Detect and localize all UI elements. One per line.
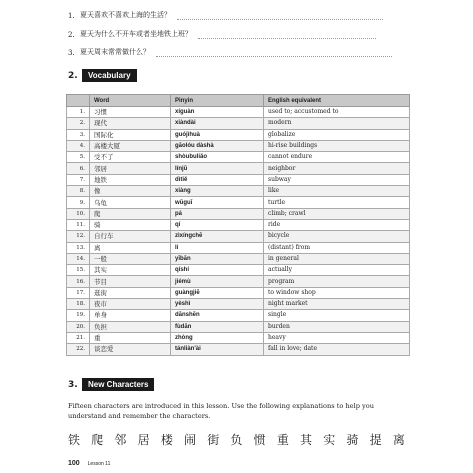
- table-row: [67, 152, 410, 163]
- row-number: 15.: [67, 265, 90, 276]
- pinyin-cell: dānshēn: [171, 310, 264, 321]
- section-number: 3.: [68, 379, 78, 390]
- answer-line: [177, 18, 383, 20]
- pinyin-cell: wūguī: [171, 197, 264, 208]
- character: 铁: [68, 433, 81, 447]
- question-number: 2.: [68, 31, 75, 39]
- pinyin-cell: guójìhuà: [171, 129, 264, 140]
- character: 骑: [346, 433, 359, 447]
- question-text: 夏天为什么不开车或者坐地铁上班？: [80, 30, 192, 38]
- character: 提: [369, 433, 382, 447]
- table-row: [67, 310, 410, 321]
- answer-line: [198, 37, 376, 39]
- pinyin-cell: lí: [171, 242, 264, 253]
- table-row: [67, 163, 410, 174]
- english-cell: to window shop: [264, 287, 410, 298]
- word-cell: 习惯: [90, 107, 171, 118]
- pinyin-cell: yībān: [171, 253, 264, 264]
- pinyin-cell: línjū: [171, 163, 264, 174]
- table-row: [67, 140, 410, 151]
- pinyin-cell: pá: [171, 208, 264, 219]
- character: 邻: [114, 433, 127, 447]
- row-number: 16.: [67, 276, 90, 287]
- table-row: [67, 253, 410, 264]
- table-row: [67, 344, 410, 355]
- english-cell: program: [264, 276, 410, 287]
- row-number: 7.: [67, 174, 90, 185]
- word-cell: 邻居: [90, 163, 171, 174]
- row-number: 20.: [67, 321, 90, 332]
- table-row: [67, 107, 410, 118]
- row-number: 6.: [67, 163, 90, 174]
- table-row: [67, 321, 410, 332]
- word-cell: 爬: [90, 208, 171, 219]
- word-cell: 高楼大厦: [90, 140, 171, 151]
- table-row: [67, 299, 410, 310]
- english-cell: fall in love; date: [264, 344, 410, 355]
- word-cell: 重: [90, 332, 171, 343]
- pinyin-cell: fùdān: [171, 321, 264, 332]
- row-number: 18.: [67, 299, 90, 310]
- table-row: [67, 174, 410, 185]
- table-row: [67, 242, 410, 253]
- row-number: 9.: [67, 197, 90, 208]
- row-number: 17.: [67, 287, 90, 298]
- page-number: 100: [68, 460, 80, 467]
- lesson-label: Lesson 11: [87, 461, 111, 467]
- english-cell: climb; crawl: [264, 208, 410, 219]
- row-number: 22.: [67, 344, 90, 355]
- pinyin-cell: xiàng: [171, 186, 264, 197]
- english-cell: bicycle: [264, 231, 410, 242]
- table-row: [67, 118, 410, 129]
- row-number: 13.: [67, 242, 90, 253]
- table-row: [67, 219, 410, 230]
- word-cell: 国际化: [90, 129, 171, 140]
- table-row: [67, 186, 410, 197]
- row-number: 5.: [67, 152, 90, 163]
- table-row: [67, 276, 410, 287]
- column-header-english: English equivalent: [264, 95, 410, 107]
- english-cell: used to; accustomed to: [264, 107, 410, 118]
- word-cell: 一般: [90, 253, 171, 264]
- question-1: [68, 10, 383, 20]
- word-cell: 骑: [90, 219, 171, 230]
- pinyin-cell: gāolóu dàshà: [171, 140, 264, 151]
- section-title: New Characters: [82, 378, 154, 391]
- word-cell: 乌龟: [90, 197, 171, 208]
- column-header-pinyin: Pinyin: [171, 95, 264, 107]
- word-cell: 其实: [90, 265, 171, 276]
- word-cell: 节目: [90, 276, 171, 287]
- question-text: 夏天周末常常做什么？: [80, 48, 150, 56]
- table-row: [67, 332, 410, 343]
- character: 实: [323, 433, 336, 447]
- english-cell: subway: [264, 174, 410, 185]
- english-cell: single: [264, 310, 410, 321]
- row-number: 14.: [67, 253, 90, 264]
- pinyin-cell: shòubuliǎo: [171, 152, 264, 163]
- intro-paragraph: Fifteen characters are introduced in this lesson. Use the following explanations to help you understand and remember the characters.: [68, 402, 374, 420]
- pinyin-cell: dìtiě: [171, 174, 264, 185]
- pinyin-cell: qíshí: [171, 265, 264, 276]
- row-number: 4.: [67, 140, 90, 151]
- vocabulary-table: [66, 94, 410, 356]
- english-cell: hi-rise buildings: [264, 140, 410, 151]
- character: 闹: [184, 433, 197, 447]
- column-header-word: Word: [90, 95, 171, 107]
- question-number: 1.: [68, 12, 75, 20]
- table-row: [67, 287, 410, 298]
- section-heading-vocabulary: [68, 69, 137, 82]
- character: 街: [207, 433, 220, 447]
- page-footer: [68, 460, 110, 467]
- row-number: 2.: [67, 118, 90, 129]
- table-header-row: [67, 95, 410, 107]
- word-cell: 地铁: [90, 174, 171, 185]
- pinyin-cell: jiémù: [171, 276, 264, 287]
- pinyin-cell: zhòng: [171, 332, 264, 343]
- section-title: Vocabulary: [82, 69, 137, 82]
- word-cell: 夜市: [90, 299, 171, 310]
- pinyin-cell: tánliàn'ài: [171, 344, 264, 355]
- table-row: [67, 197, 410, 208]
- row-number: 10.: [67, 208, 90, 219]
- english-cell: actually: [264, 265, 410, 276]
- question-text: 夏天喜欢不喜欢上海的生活？: [80, 11, 171, 19]
- character: 惯: [253, 433, 266, 447]
- word-cell: 受不了: [90, 152, 171, 163]
- section-heading-new-characters: [68, 378, 154, 391]
- table-row: [67, 231, 410, 242]
- pinyin-cell: xiàndài: [171, 118, 264, 129]
- pinyin-cell: yèshì: [171, 299, 264, 310]
- english-cell: like: [264, 186, 410, 197]
- character: 负: [230, 433, 243, 447]
- word-cell: 现代: [90, 118, 171, 129]
- answer-line: [156, 55, 392, 57]
- character: 离: [392, 433, 405, 447]
- question-number: 3.: [68, 49, 75, 57]
- row-number: 3.: [67, 129, 90, 140]
- table-row: [67, 129, 410, 140]
- pinyin-cell: xíguàn: [171, 107, 264, 118]
- english-cell: modern: [264, 118, 410, 129]
- character: 爬: [91, 433, 104, 447]
- english-cell: (distant) from: [264, 242, 410, 253]
- word-cell: 单身: [90, 310, 171, 321]
- section-number: 2.: [68, 70, 78, 81]
- english-cell: heavy: [264, 332, 410, 343]
- pinyin-cell: guàngjiē: [171, 287, 264, 298]
- english-cell: in general: [264, 253, 410, 264]
- table-row: [67, 265, 410, 276]
- character: 居: [137, 433, 150, 447]
- english-cell: turtle: [264, 197, 410, 208]
- word-cell: 像: [90, 186, 171, 197]
- character: 重: [276, 433, 289, 447]
- english-cell: globalize: [264, 129, 410, 140]
- question-3: [68, 47, 392, 57]
- row-number: 19.: [67, 310, 90, 321]
- row-number: 21.: [67, 332, 90, 343]
- question-2: [68, 29, 376, 39]
- word-cell: 离: [90, 242, 171, 253]
- word-cell: 负担: [90, 321, 171, 332]
- character: 其: [300, 433, 313, 447]
- character: 楼: [160, 433, 173, 447]
- row-number: 11.: [67, 219, 90, 230]
- column-header-number: [67, 95, 90, 107]
- new-characters-row: [68, 431, 405, 448]
- word-cell: 自行车: [90, 231, 171, 242]
- pinyin-cell: qí: [171, 219, 264, 230]
- word-cell: 逛街: [90, 287, 171, 298]
- english-cell: cannot endure: [264, 152, 410, 163]
- english-cell: night market: [264, 299, 410, 310]
- pinyin-cell: zìxíngchē: [171, 231, 264, 242]
- table-row: [67, 208, 410, 219]
- english-cell: ride: [264, 219, 410, 230]
- word-cell: 谈恋爱: [90, 344, 171, 355]
- row-number: 1.: [67, 107, 90, 118]
- row-number: 12.: [67, 231, 90, 242]
- row-number: 8.: [67, 186, 90, 197]
- english-cell: neighbor: [264, 163, 410, 174]
- english-cell: burden: [264, 321, 410, 332]
